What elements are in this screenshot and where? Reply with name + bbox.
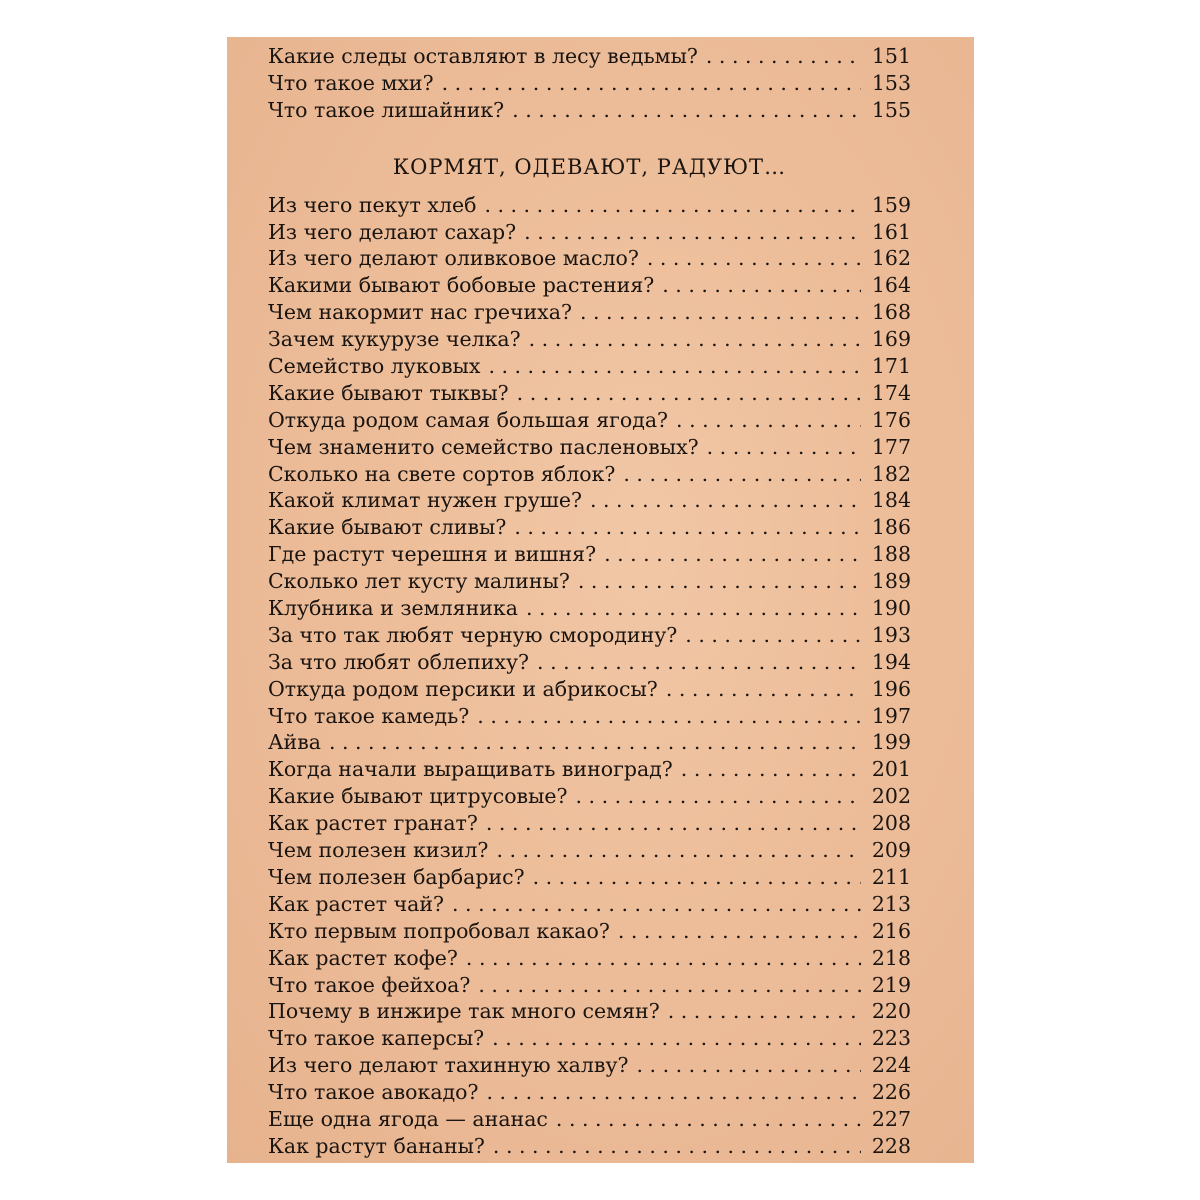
toc-entry-title: Из чего делают оливковое масло? [268,246,639,271]
dot-leader [685,622,861,649]
dot-leader [623,461,861,488]
toc-entry-page-number: 155 [871,97,911,122]
toc-entry-title: Что такое мхи? [268,70,434,95]
toc-entry-page-number: 213 [871,891,911,916]
dot-leader [512,97,861,124]
dot-leader [537,649,861,676]
toc-entry-page-number: 161 [871,219,911,244]
toc-entry [268,380,911,407]
toc-entry-title: Какие бывают тыквы? [268,380,509,405]
toc-entry [268,326,911,353]
toc-entry-title: Чем накормит нас гречиха? [268,300,572,325]
toc-entry-title: Что такое камедь? [268,703,470,728]
toc-entry [268,70,911,97]
dot-leader [556,1106,861,1133]
toc-entry [268,810,911,837]
toc-entry [268,245,911,272]
toc-entry-page-number: 218 [871,945,911,970]
toc-entry [268,219,911,246]
toc-entry [268,97,911,124]
toc-entry [268,1079,911,1106]
toc-entry-title: Клубника и земляника [268,596,518,621]
dot-leader [514,514,861,541]
toc-entry [268,649,911,676]
section-heading: КОРМЯТ, ОДЕВАЮТ, РАДУЮТ… [392,154,787,179]
toc-entry-page-number: 223 [871,1026,911,1051]
dot-leader [668,998,861,1025]
toc-entry [268,918,911,945]
toc-entry [268,1106,911,1133]
dot-leader [637,1052,861,1079]
toc-entry-page-number: 199 [871,730,911,755]
toc-entry [268,541,911,568]
book-page [227,37,974,1163]
toc-entry [268,595,911,622]
toc-entry-title: За что так любят черную смородину? [268,622,678,647]
toc-entry-title: Что такое лишайник? [268,97,505,122]
dot-leader [706,43,861,70]
toc-entry-page-number: 186 [871,515,911,540]
toc-entry-title: За что любят облепиху? [268,649,530,674]
dot-leader [329,729,861,756]
toc-entry [268,299,911,326]
toc-entry-title: Как растут бананы? [268,1133,485,1158]
toc-entry [268,972,911,999]
toc-entry-page-number: 227 [871,1106,911,1131]
toc-entry-title: Из чего делают тахинную халву? [268,1053,629,1078]
dot-leader [618,918,861,945]
dot-leader [452,891,861,918]
toc-entry [268,756,911,783]
toc-entry [268,272,911,299]
toc-entry-page-number: 184 [871,488,911,513]
dot-leader [580,299,861,326]
toc-entry-page-number: 220 [871,999,911,1024]
toc-entry [268,1025,911,1052]
toc-entry-title: Какие бывают цитрусовые? [268,784,568,809]
toc-entry-title: Семейство луковых [268,354,481,379]
toc-entry-page-number: 211 [871,864,911,889]
toc-entry [268,43,911,70]
toc-entry-title: Как растет гранат? [268,811,478,836]
toc-entry [268,353,911,380]
toc-entry-title: Где растут черешня и вишня? [268,542,597,567]
dot-leader [496,837,861,864]
toc-entry-page-number: 193 [871,622,911,647]
toc-entry-page-number: 162 [871,246,911,271]
dot-leader [517,380,861,407]
toc-entry-page-number: 153 [871,70,911,95]
dot-leader [707,434,861,461]
toc-entry-title: Сколько на свете сортов яблок? [268,461,616,486]
toc-entry [268,891,911,918]
dot-leader [529,326,861,353]
toc-entry-page-number: 182 [871,461,911,486]
toc-entry-title: Какой климат нужен груше? [268,488,582,513]
toc-entry-page-number: 201 [871,757,911,782]
toc-entry-title: Как растет чай? [268,891,445,916]
toc-entry-page-number: 228 [871,1133,911,1158]
toc-entry [268,461,911,488]
toc-entry-page-number: 226 [871,1080,911,1105]
toc-entry [268,487,911,514]
dot-leader [526,595,861,622]
dot-leader [666,676,861,703]
toc-entry [268,192,911,219]
dot-leader [647,245,861,272]
toc-entry [268,622,911,649]
toc-entry-page-number: 151 [871,44,911,68]
toc-entry-title: Чем полезен барбарис? [268,864,525,889]
dot-leader [487,1079,861,1106]
toc-entry-page-number: 177 [871,434,911,459]
toc-entry [268,998,911,1025]
toc-entry-title: Какие бывают сливы? [268,515,507,540]
toc-entry-title: Что такое каперсы? [268,1026,485,1051]
toc-entry-title: Из чего пекут хлеб [268,192,477,217]
toc-entry-title: Зачем кукурузе челка? [268,327,521,352]
toc-entry [268,703,911,730]
dot-leader [681,756,861,783]
toc-entry-page-number: 224 [871,1053,911,1078]
toc-entry [268,568,911,595]
toc-entry-title: Откуда родом самая большая ягода? [268,407,669,432]
toc-entry [268,1133,911,1160]
toc-entry-title: Когда начали выращивать виноград? [268,757,673,782]
toc-entry-page-number: 189 [871,569,911,594]
toc-entry-page-number: 208 [871,811,911,836]
toc-entry-page-number: 176 [871,407,911,432]
toc-entry-page-number: 202 [871,784,911,809]
toc-entry-page-number: 164 [871,273,911,298]
dot-leader [442,70,861,97]
section-entries [268,192,911,1160]
toc-entry-page-number: 216 [871,918,911,943]
toc-entry-title: Айва [268,730,321,755]
toc-entry-title: Что такое авокадо? [268,1080,479,1105]
toc-entry-page-number: 174 [871,380,911,405]
toc-entry [268,945,911,972]
dot-leader [662,272,861,299]
toc-entry [268,676,911,703]
toc-entry [268,837,911,864]
toc-entry-title: Еще одна ягода — ананас [268,1106,548,1131]
toc-entry-page-number: 188 [871,542,911,567]
toc-entry-page-number: 159 [871,192,911,217]
toc-entry-page-number: 169 [871,327,911,352]
toc-entry-page-number: 197 [871,703,911,728]
toc-entry-title: Как растет кофе? [268,945,458,970]
toc-entry-title: Какими бывают бобовые растения? [268,273,655,298]
toc-entry-page-number: 209 [871,838,911,863]
dot-leader [486,810,861,837]
dot-leader [604,541,861,568]
dot-leader [488,353,861,380]
toc-entry [268,434,911,461]
toc-entry-page-number: 196 [871,676,911,701]
dot-leader [493,1133,861,1160]
dot-leader [477,703,861,730]
toc-entry-title: Чем полезен кизил? [268,838,489,863]
top-entries [268,43,911,124]
toc-entry-title: Из чего делают сахар? [268,219,517,244]
toc-entry-page-number: 190 [871,596,911,621]
dot-leader [478,972,861,999]
table-of-contents [268,43,911,1160]
toc-entry-title: Какие следы оставляют в лесу ведьмы? [268,44,698,68]
toc-entry [268,407,911,434]
dot-leader [576,783,861,810]
toc-entry [268,514,911,541]
toc-entry-title: Откуда родом персики и абрикосы? [268,676,658,701]
toc-entry [268,864,911,891]
toc-entry-title: Что такое фейхоа? [268,972,471,997]
toc-entry-title: Сколько лет кусту малины? [268,569,570,594]
dot-leader [590,487,861,514]
toc-entry-page-number: 219 [871,972,911,997]
toc-entry [268,783,911,810]
toc-entry-title: Чем знаменито семейство пасленовых? [268,434,699,459]
toc-entry-page-number: 168 [871,300,911,325]
dot-leader [492,1025,861,1052]
toc-entry [268,1052,911,1079]
dot-leader [676,407,861,434]
dot-leader [524,219,861,246]
dot-leader [533,864,861,891]
toc-entry-title: Кто первым попробовал какао? [268,918,610,943]
toc-entry-title: Почему в инжире так много семян? [268,999,660,1024]
dot-leader [466,945,861,972]
toc-entry-page-number: 194 [871,649,911,674]
toc-entry [268,729,911,756]
dot-leader [484,192,861,219]
dot-leader [578,568,861,595]
toc-entry-page-number: 171 [871,354,911,379]
